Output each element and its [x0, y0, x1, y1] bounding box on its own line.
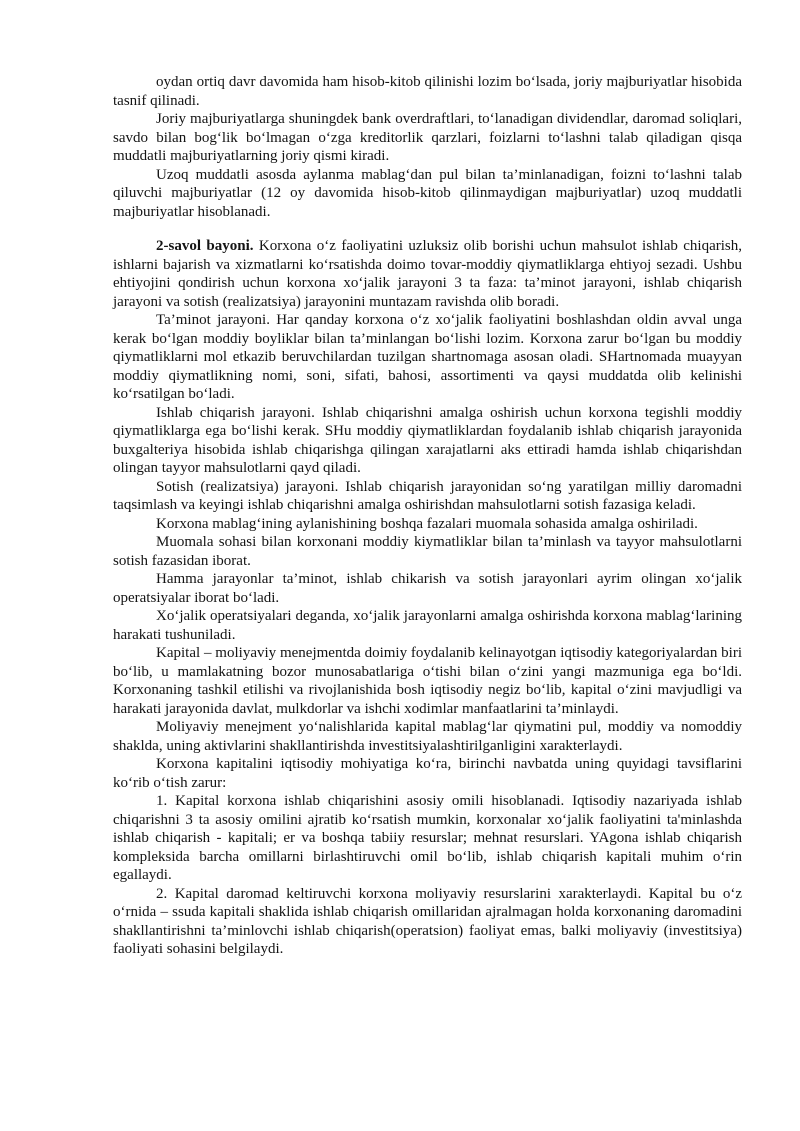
paragraph-text: Korxona o‘z faoliyatini uzluksiz olib borishi uchun mahsulot ishlab chiqarish, ishlarni bajarish va xizmatlarni ko‘rsatishda doimo tovar-moddiy qiymatliklarga ehtiyoj sezadi. Ushbu ehtiyojini qondirish uchun korxona xo‘jalik jarayoni 3 ta faza: ta’minot jarayoni, ishlab chiqarish jarayoni va sotish (realizatsiya) jarayonini muntazam ravishda olib boradi.: [113, 238, 743, 310]
paragraph-text: Ishlab chiqarish jarayoni. Ishlab chiqarishni amalga oshirish uchun korxona tegishli moddiy qiymatliklarga ega bo‘lishi kerak. SHu moddiy qiymatliklardan foydalanib ishlab chiqarish jarayonida buxgalteriya hisobida ishlab chiqarishga qilingan xarajatlarni aks ettiradi hamda ishlab chiqarishdan olingan tayyor mahsulotlarni qayd qiladi.: [113, 404, 742, 476]
paragraph: [113, 73, 742, 110]
section-run-in-heading: 2-savol bayoni.: [156, 238, 254, 254]
paragraph: [113, 718, 742, 755]
paragraph-text: oydan ortiq davr davomida ham hisob-kitob qilinishi lozim bo‘lsada, joriy majburiyatlar hisobida tasnif qilinadi.: [113, 74, 742, 109]
paragraph-text: 2. Kapital daromad keltiruvchi korxona moliyaviy resurslarini xarakterlaydi. Kapital bu o‘z o‘rnida – ssuda kapitali shaklida ishlab chiqarish omillaridan ajralmagan holda korxonaning daromadini shakllantirishni ta’minlovchi ishlab chiqarish(operatsion) faoliyat emas, balki moliyaviy (investitsiya) faoliyati sohasini belgilaydi.: [113, 885, 742, 957]
paragraph: [113, 570, 742, 607]
text-block: [113, 73, 742, 959]
paragraph-text: Moliyaviy menejment yo‘nalishlarida kapital mablag‘lar qiymatini pul, moddiy va nomoddiy shaklda, uning aktivlarini shakllantirishda investitsiyalashtirilganligini xarakterlaydi.: [113, 719, 742, 754]
paragraph: [113, 166, 742, 222]
paragraph: [113, 533, 742, 570]
paragraph-text: Muomala sohasi bilan korxonani moddiy kiymatliklar bilan ta’minlash va tayyor mahsulotlarni sotish fazasidan iborat.: [113, 534, 742, 569]
paragraph-text: Korxona kapitalini iqtisodiy mohiyatiga ko‘ra, birinchi navbatda uning quyidagi tavsiflarini ko‘rib o‘tish zarur:: [113, 756, 742, 791]
paragraph: [113, 478, 742, 515]
paragraph-text: Ta’minot jarayoni. Har qanday korxona o‘z xo‘jalik faoliyatini boshlashdan oldin avval unga kerak bo‘lgan moddiy boyliklar bilan ta’minlangan bo‘lishi lozim. Korxona zarur bo‘lgan bu moddiy qiymatliklarni mol etkazib beruvchilardan tuzilgan shartnomaga asosan oladi. SHartnomada muayyan moddiy qiymatlikning nomi, soni, sifati, bahosi, assortimenti va qaysi muddatda olib kelinishi ko‘rsatilgan bo‘ladi.: [113, 312, 742, 402]
paragraph-text: Uzoq muddatli asosda aylanma mablag‘dan pul bilan ta’minlanadigan, foizni to‘lashni talab qiluvchi majburiyatlar (12 oy davomida hisob-kitob qilinmaydigan majburiyatlar) uzoq muddatli majburiyatlar hisoblanadi.: [113, 166, 742, 220]
paragraph: [113, 311, 742, 404]
paragraph: [113, 607, 742, 644]
paragraph-section-2-savol: [113, 237, 742, 311]
paragraph: [113, 110, 742, 166]
paragraph: [113, 404, 742, 478]
paragraph-list-item-1: [113, 792, 742, 885]
paragraph: [113, 515, 742, 534]
paragraph-text: Sotish (realizatsiya) jarayoni. Ishlab chiqarish jarayonidan so‘ng yaratilgan milliy daromadni taqsimlash va keyingi ishlab chiqarishni amalga oshirishdan mahsulotlarni sotish fazasiga keladi.: [113, 478, 742, 513]
paragraph-kapital-definition: [113, 644, 742, 718]
paragraph-text: Kapital – moliyaviy menejmentda doimiy foydalanib kelinayotgan iqtisodiy kategoriyalardan biri bo‘lib, u mamlakatning bozor munosabatlariga o‘tishi bilan o‘zini yangi mazmuniga ega bo‘ldi. Korxonaning tashkil etilishi va rivojlanishida bosh iqtisodiy negiz bo‘lib, kapital o‘zini mavjudligi va harakati jarayonida davlat, mulkdorlar va ishchi xodimlar manfaatlarini ta’minlaydi.: [113, 645, 742, 717]
paragraph-list-item-2: [113, 885, 742, 959]
paragraph-text: Hamma jarayonlar ta’minot, ishlab chikarish va sotish jarayonlari ayrim olingan xo‘jalik operatsiyalar iborat bo‘ladi.: [113, 571, 742, 606]
paragraph-text: Korxona mablag‘ining aylanishining boshqa fazalari muomala sohasida amalga oshiriladi.: [156, 515, 698, 532]
paragraph-text: Joriy majburiyatlarga shuningdek bank overdraftlari, to‘lanadigan dividendlar, daromad soliqlari, savdo bilan bog‘lik bo‘lmagan o‘zga kreditorlik qarzlari, foizlarni to‘lashni talab qiladigan qisqa muddatli majburiyatlarning joriy qismi kiradi.: [113, 111, 742, 164]
paragraph-text: 1. Kapital korxona ishlab chiqarishini asosiy omili hisoblanadi. Iqtisodiy nazariyada ishlab chiqarishni 3 ta asosiy omilini ajratib ko‘rsatish mumkin, korxonalar xo‘jalik faoliyatini ta'minlashda ishlab chiqarish - kapitali; er va boshqa tabiiy resurslar; mehnat resurslari. YAgona ishlab chiqarish kompleksida barcha omillarni birlashtiruvchi omil bo‘lib, ishlab chiqarish kapitali muhim o‘rin egallaydi.: [113, 793, 742, 883]
paragraph: [113, 755, 742, 792]
paragraph-text: Xo‘jalik operatsiyalari deganda, xo‘jalik jarayonlarni amalga oshirishda korxona mablag‘larining harakati tushuniladi.: [113, 608, 742, 643]
